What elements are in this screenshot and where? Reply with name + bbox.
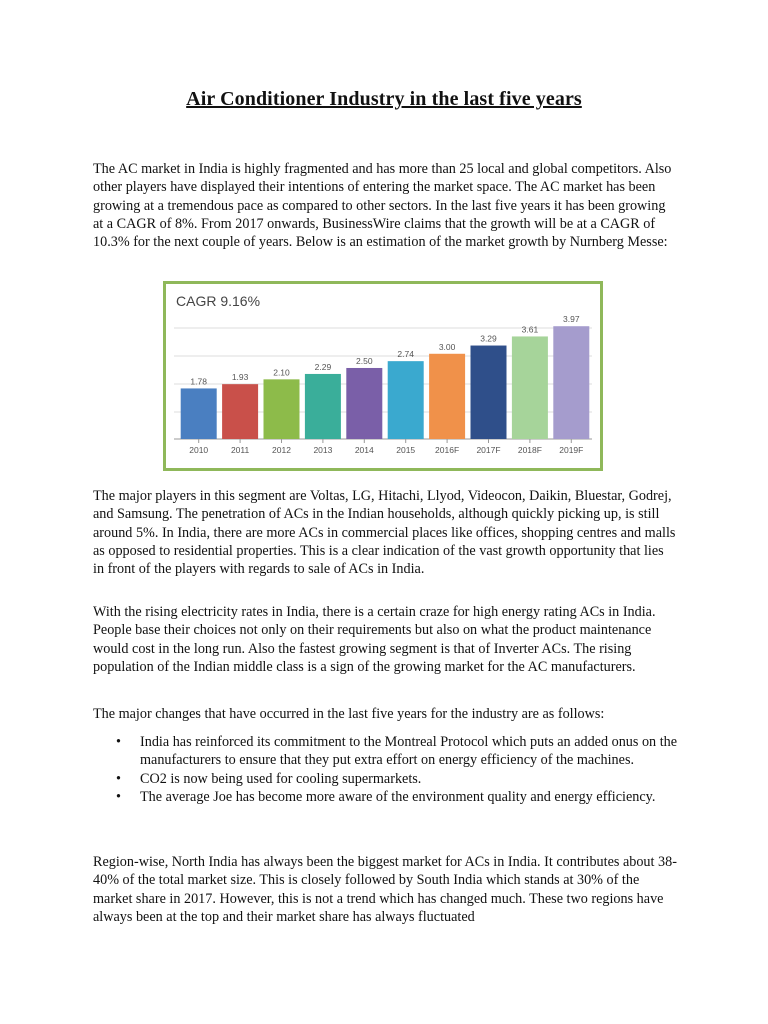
x-tick-label: 2016F [435, 445, 460, 455]
x-tick-label: 2019F [559, 445, 584, 455]
x-tick-label: 2014 [354, 445, 374, 455]
bar-value-label: 3.97 [563, 314, 580, 325]
bar-value-label: 3.61 [521, 324, 539, 335]
chart-canvas [166, 284, 600, 468]
x-tick-label: 2011 [230, 445, 250, 455]
bar-value-label: 2.50 [356, 355, 373, 366]
chart-title: CAGR 9.16% [176, 293, 261, 309]
list-item-text: The average Joe has become more aware of the environment quality and energy efficiency. [140, 788, 656, 805]
intro-paragraph: The AC market in India is highly fragmented and has more than 25 local and global competitors. Also other players have displayed their intentions of entering the market space. The AC market has been growing at a tremendous pace as compared to other sectors. In the last five years it has been growing at a CAGR of 8%. From 2017 onwards, BusinessWire claims that the growth will be at a CAGR of 10.3% for the next couple of years. Below is an estimation of the market growth by Nurnberg Messe: [93, 161, 672, 251]
chart-bar [181, 388, 217, 439]
x-tick-label: 2015 [396, 445, 416, 455]
changes-list [93, 733, 693, 806]
bar-value-label: 1.93 [231, 372, 249, 383]
bar-value-label: 3.00 [438, 341, 456, 352]
market-growth-chart [163, 281, 603, 471]
bar-value-label: 1.78 [190, 376, 207, 387]
chart-bar [512, 336, 548, 439]
bullet-icon: • [116, 770, 121, 787]
bar-value-label: 2.74 [397, 349, 414, 360]
list-item-text: India has reinforced its commitment to the Montreal Protocol which puts an added onus on the manufacturers to ensure that they put extra effort on energy efficiency of the machines. [140, 734, 678, 769]
x-tick-label: 2010 [189, 445, 209, 455]
bullet-icon: • [116, 788, 121, 805]
bar-value-label: 2.10 [273, 367, 290, 378]
bar-value-label: 3.29 [480, 333, 497, 344]
chart-bar [346, 368, 382, 439]
x-tick-label: 2012 [272, 445, 291, 455]
major-players-paragraph: The major players in this segment are Voltas, LG, Hitachi, Llyod, Videocon, Daikin, Bluestar, Godrej, and Samsung. The penetration of ACs in the Indian households, although quickly picking up, is still around 5%. In India, there are more ACs in commercial places like offices, shopping centres and malls as opposed to residential properties. This is a clear indication of the vast growth opportunity that lies in front of the players with regards to sale of ACs in India. [93, 488, 676, 578]
chart-bar [553, 326, 589, 439]
list-item [93, 770, 693, 788]
x-tick-label: 2013 [313, 445, 333, 455]
chart-bar [264, 379, 300, 439]
x-tick-label: 2018F [517, 445, 542, 455]
page-title: Air Conditioner Industry in the last five years [186, 88, 582, 110]
bullet-icon: • [116, 734, 121, 750]
region-paragraph: Region-wise, North India has always been the biggest market for ACs in India. It contributes about 38-40% of the total market size. This is closely followed by South India which stands at 30% of the market share in 2017. However, this is not a trend which has changed much. These two regions have always been at the top and their market share has always fluctuated [93, 854, 677, 925]
list-item-text: CO2 is now being used for cooling supermarkets. [140, 770, 422, 787]
electricity-rates-paragraph: With the rising electricity rates in India, there is a certain craze for high energy rating ACs in India. People base their choices not only on their requirements but also on what the product maintenance would cost in the long run. Also the fastest growing segment is that of Inverter ACs. The rising population of the Indian middle class is a sign of the growing market for the AC manufacturers. [93, 604, 656, 675]
chart-bar [305, 374, 341, 439]
list-item [93, 788, 693, 806]
chart-bar [222, 384, 258, 439]
x-tick-label: 2017F [476, 445, 501, 455]
chart-bar [429, 354, 465, 439]
chart-bar [388, 361, 424, 439]
list-item [93, 733, 693, 770]
changes-intro-paragraph: The major changes that have occurred in the last five years for the industry are as follows: [93, 706, 605, 722]
bar-value-label: 2.29 [314, 361, 332, 372]
chart-bar [471, 346, 507, 439]
